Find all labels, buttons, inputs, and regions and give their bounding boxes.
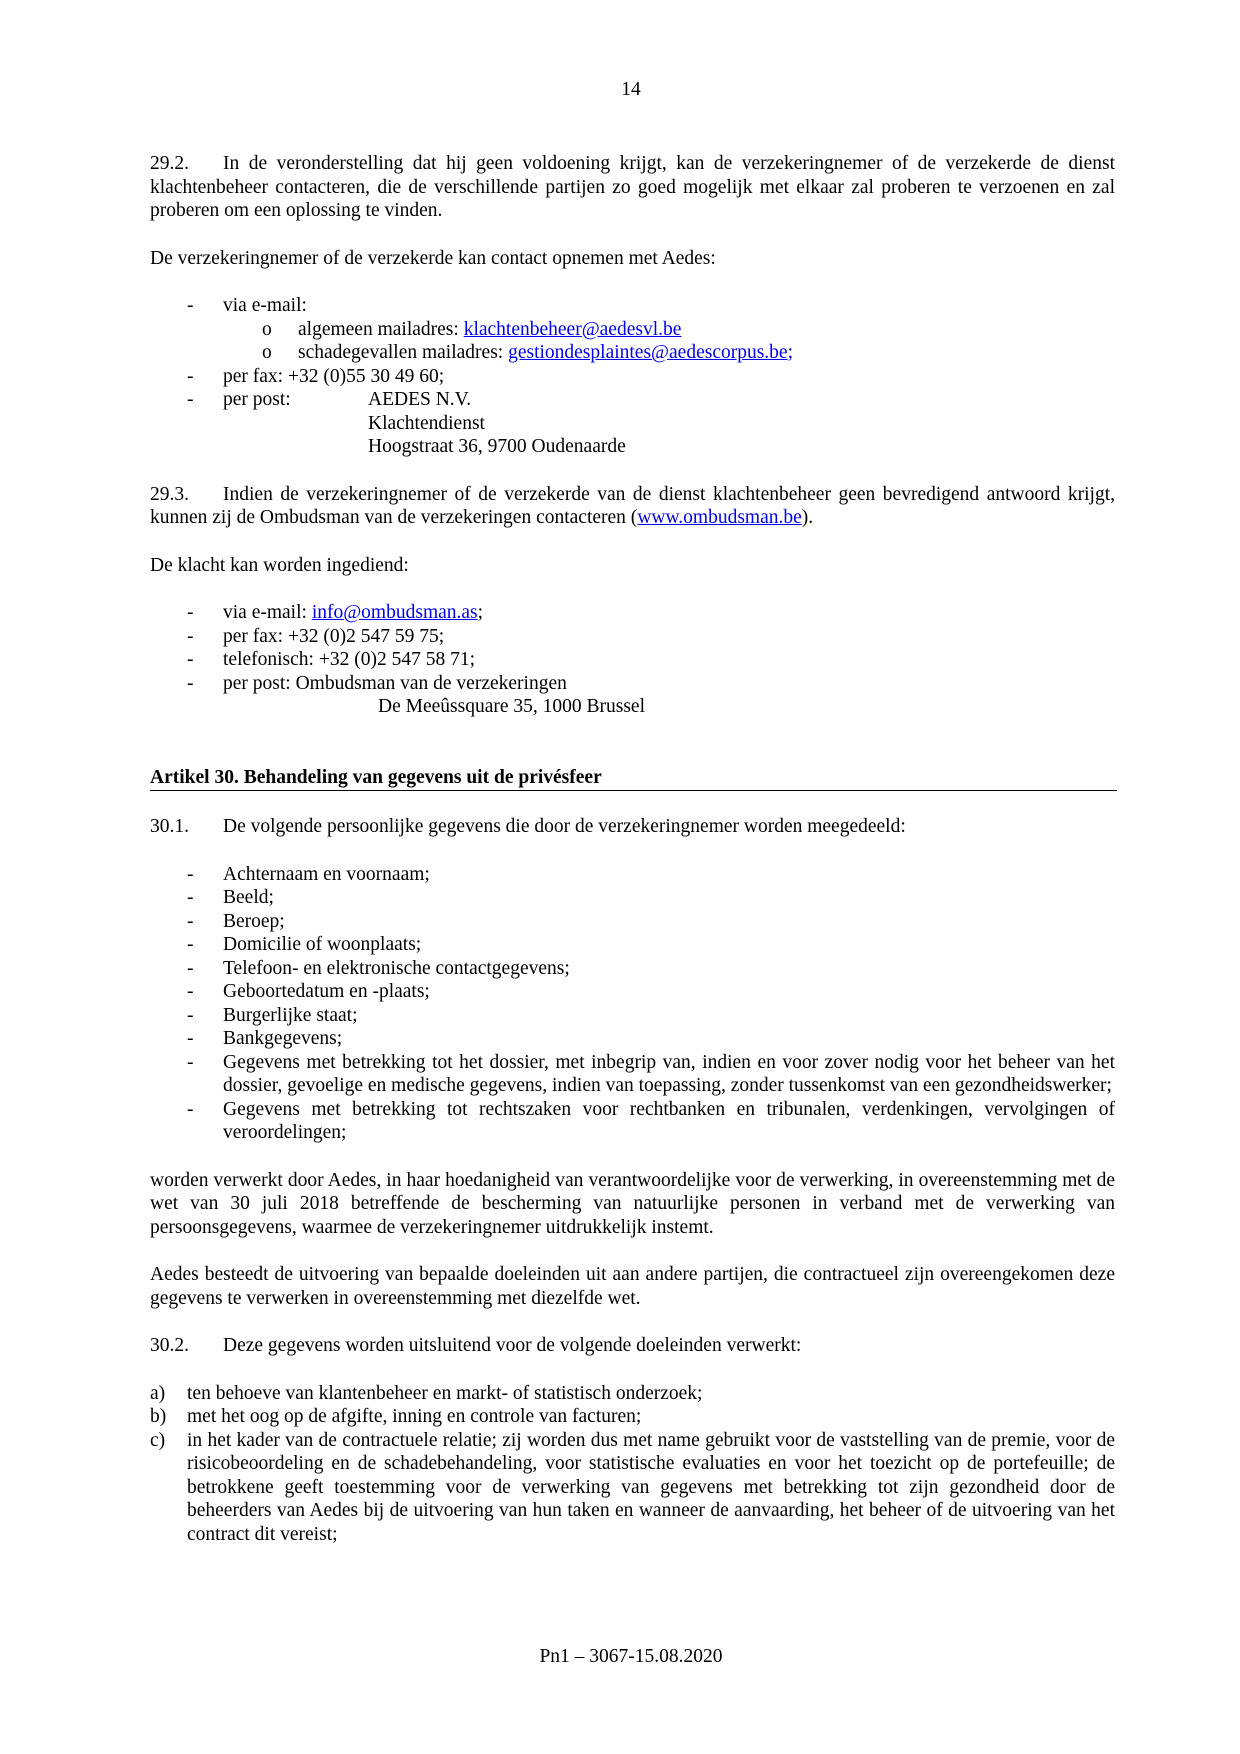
- list-item: - Gegevens met betrekking tot het dossier, met inbegrip van, indien en voor zover nodig voor het beheer van het dossier, gevoelige en medische gegevens, indien van toepassing, zonder tussenkomst van een gezondheidswerker;: [150, 1051, 1115, 1098]
- list-item: [150, 672, 1115, 719]
- paragraph-30-1: [150, 815, 1115, 839]
- outsourcing-paragraph: Aedes besteedt de uitvoering van bepaalde doeleinden uit aan andere partijen, die contractueel zijn overeengekomen deze gegevens te verwerken in overeenstemming met diezelfde wet.: [150, 1264, 1115, 1309]
- list-item: [150, 1405, 1115, 1429]
- paragraph-text: De volgende persoonlijke gegevens die door de verzekeringnemer worden meegedeeld:: [223, 816, 906, 837]
- list-item: - Beroep;: [150, 910, 1115, 934]
- ombudsman-website-link[interactable]: www.ombudsman.be: [637, 507, 802, 528]
- claims-email-link[interactable]: gestiondesplaintes@aedescorpus.be: [508, 342, 788, 363]
- address-line: Hoogstraat 36, 9700 Oudenaarde: [368, 436, 626, 457]
- personal-data-list: [150, 863, 1115, 1145]
- paragraph-suffix: ).: [801, 507, 814, 528]
- post-line: De Meeûssquare 35, 1000 Brussel: [378, 696, 645, 717]
- fax-text: per fax: +32 (0)2 547 59 75;: [223, 625, 445, 647]
- list-item-text: met het oog op de afgifte, inning en controle van facturen;: [187, 1406, 642, 1427]
- paragraph-text: In de veronderstelling dat hij geen voldoening krijgt, kan de verzekeringnemer of de verzekerde de dienst klachtenbeheer contacteren, die de verschillende partijen zo goed mogelijk met elkaar zal proberen te verzoenen en zal proberen om een oplossing te vinden.: [150, 153, 1115, 221]
- list-item: - Telefoon- en elektronische contactgegevens;: [150, 957, 1115, 981]
- list-item-text: in het kader van de contractuele relatie; zij worden dus met name gebruikt voor de vaststelling van de premie, voor de risicobeoordeling en de schadebehandeling, voor statistische evaluaties en voor het toezicht op de portefeuille; de betrokkene geeft toestemming voor de verwerking van gegevens met betrekking tot zijn gezondheid door de beheerders van Aedes bij de uitvoering van hun taken en wanneer de aanvaarding, het beheer of de uitvoering van het contract dit vereist;: [187, 1429, 1115, 1545]
- claims-email-label: schadegevallen mailadres:: [298, 342, 509, 363]
- email-label: via e-mail:: [223, 295, 307, 316]
- processing-paragraph: worden verwerkt door Aedes, in haar hoedanigheid van verantwoordelijke voor de verwerking, in overeenstemming met de wet van 30 juli 2018 betreffende de bescherming van natuurlijke personen in verband met de verwerking van persoonsgegevens, waarmee de verzekeringnemer uitdrukkelijk instemt.: [150, 1169, 1115, 1238]
- email-suffix: ;: [477, 602, 484, 623]
- phone-text: telefonisch: +32 (0)2 547 58 71;: [223, 649, 475, 670]
- list-item: [150, 294, 1115, 365]
- page-footer: Pn1 – 3067-15.08.2020: [539, 1646, 723, 1667]
- list-item: - Gegevens met betrekking tot rechtszaken voor rechtbanken en tribunalen, verdenkingen, vervolgingen of veroordelingen;: [150, 1098, 1115, 1145]
- section-number: 29.3.: [150, 483, 189, 505]
- fax-text: per fax: +32 (0)55 30 49 60;: [223, 365, 445, 387]
- address-line: AEDES N.V.: [368, 389, 472, 410]
- ombudsman-contact-list: [150, 601, 1115, 719]
- page-number: 14: [621, 79, 641, 100]
- address-line: Klachtendienst: [368, 412, 485, 434]
- claims-email-suffix[interactable]: ;: [787, 342, 794, 363]
- email-label: via e-mail:: [223, 602, 312, 623]
- complaint-intro: De klacht kan worden ingediend:: [150, 554, 409, 576]
- list-item: [150, 648, 1115, 672]
- list-item: [150, 388, 1115, 459]
- list-item: [150, 318, 1115, 342]
- list-item: [150, 1429, 1115, 1547]
- list-item: [150, 601, 1115, 625]
- post-address: [368, 388, 626, 459]
- contact-intro: De verzekeringnemer of de verzekerde kan contact opnemen met Aedes:: [150, 247, 716, 269]
- article-heading: Artikel 30. Behandeling van gegevens uit de privésfeer: [150, 766, 1117, 792]
- list-item: - Domicilie of woonplaats;: [150, 933, 1115, 957]
- email-sublist: [150, 318, 1115, 365]
- general-email-link[interactable]: klachtenbeheer@aedesvl.be: [463, 318, 682, 340]
- paragraph-29-3: [150, 483, 1115, 530]
- post-label: - per post:: [223, 389, 291, 410]
- list-item: [150, 625, 1115, 649]
- purposes-list: [150, 1382, 1115, 1547]
- list-item: - Geboortedatum en -plaats;: [150, 980, 1115, 1004]
- list-item: [150, 1382, 1115, 1406]
- list-item: - Burgerlijke staat;: [150, 1004, 1115, 1028]
- paragraph-text: Deze gegevens worden uitsluitend voor de volgende doeleinden verwerkt:: [223, 1335, 802, 1356]
- paragraph-text: Indien de verzekeringnemer of de verzekerde van de dienst klachtenbeheer geen bevredigend antwoord krijgt, kunnen zij de Ombudsman van de verzekeringen contacteren (: [150, 483, 1115, 528]
- list-item: [150, 341, 1115, 365]
- section-number: 30.2.: [150, 1335, 189, 1356]
- post-line: - per post: Ombudsman van de verzekeringen: [223, 672, 567, 694]
- list-marker: c): [150, 1429, 166, 1451]
- list-marker: b): [150, 1406, 167, 1427]
- aedes-contact-list: [150, 294, 1115, 459]
- list-item: - Beeld;: [150, 886, 1115, 910]
- section-number: 30.1.: [150, 816, 189, 837]
- paragraph-30-2: [150, 1334, 1115, 1358]
- list-marker: a): [150, 1382, 166, 1404]
- list-item: - Achternaam en voornaam;: [150, 863, 1115, 887]
- paragraph-29-2: [150, 152, 1115, 223]
- page-content: [150, 152, 1115, 1546]
- section-number: 29.2.: [150, 153, 189, 174]
- general-email-label: algemeen mailadres:: [298, 318, 464, 340]
- list-item: - Bankgegevens;: [150, 1027, 1115, 1051]
- list-item-text: ten behoeve van klantenbeheer en markt- of statistisch onderzoek;: [187, 1382, 703, 1404]
- ombudsman-email-link[interactable]: info@ombudsman.as: [311, 602, 478, 623]
- list-item: [150, 365, 1115, 389]
